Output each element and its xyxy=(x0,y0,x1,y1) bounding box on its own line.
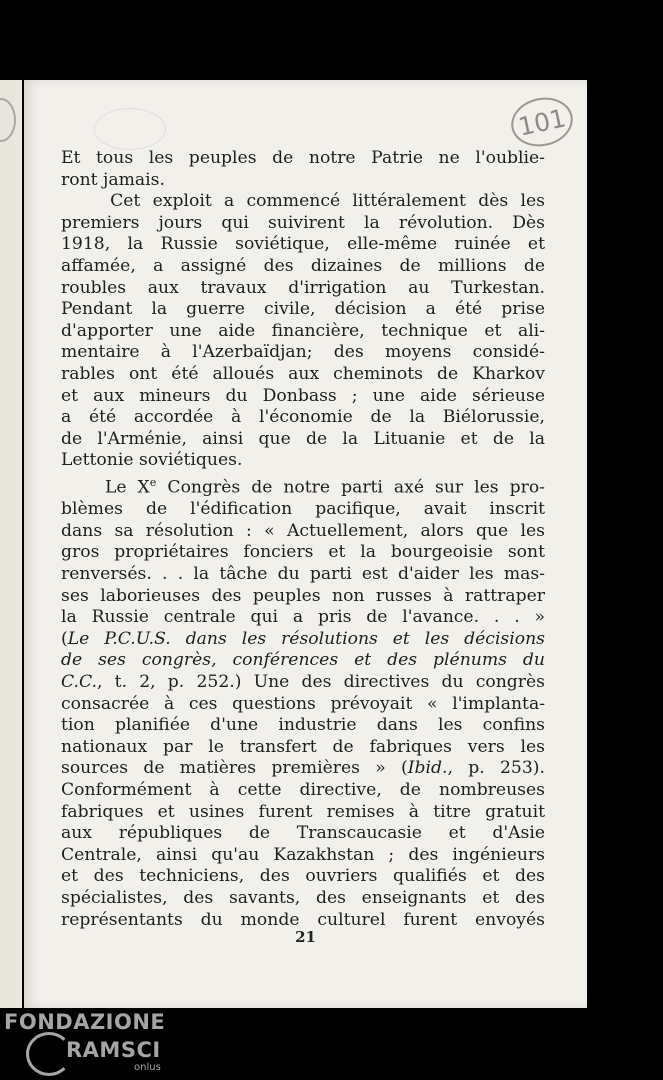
superscript: e xyxy=(149,475,157,489)
text-segment: Cet exploit a commencé littéralement dès les xyxy=(61,191,545,212)
text-line xyxy=(61,802,545,824)
text-segment: aux républiques de Transcaucasie et d'Asie xyxy=(61,823,545,844)
text-line xyxy=(61,256,545,278)
text-segment: Congrès de notre parti axé sur les pro- xyxy=(156,477,545,498)
text-segment: , t. 2, p. 252.) Une des directives du congrès xyxy=(97,671,545,692)
text-segment: consacrée à ces questions prévoyait « l'implanta- xyxy=(61,693,545,714)
text-line xyxy=(61,564,545,586)
text-line xyxy=(61,715,545,737)
faded-stamp-icon xyxy=(94,108,166,150)
text-segment: a été accordée à l'économie de la Biélorussie, xyxy=(61,407,545,428)
text-line xyxy=(61,521,545,543)
text-line xyxy=(61,866,545,888)
text-line xyxy=(61,364,545,386)
text-segment: dans sa résolution : « Actuellement, alors que les xyxy=(61,520,545,541)
text-line xyxy=(61,629,545,651)
text-line xyxy=(61,213,545,235)
text-segment: représentants du monde culturel furent envoyés xyxy=(61,909,545,930)
italic-text: Le P.C.U.S. dans les résolutions et les décisions xyxy=(67,628,545,649)
text-line xyxy=(61,429,545,451)
text-line xyxy=(61,234,545,256)
italic-text: Ibid. xyxy=(407,758,448,779)
text-line xyxy=(61,472,545,499)
text-segment: nationaux par le transfert de fabriques vers les xyxy=(61,736,545,757)
text-segment: d'apporter une aide financière, technique et ali- xyxy=(61,320,545,341)
text-segment: la Russie centrale qui a pris de l'avance. . . » xyxy=(61,607,545,628)
text-line xyxy=(61,321,545,343)
logo-line2: RAMSCI xyxy=(66,1038,161,1062)
text-segment: fabriques et usines furent remises à titre gratuit xyxy=(61,801,545,822)
text-segment: sources de matières premières » ( xyxy=(61,758,408,779)
text-segment: Centrale, ainsi qu'au Kazakhstan ; des ingénieurs xyxy=(61,844,545,865)
text-segment: premiers jours qui suivirent la révolution. Dès xyxy=(61,212,545,233)
text-segment: ( xyxy=(61,628,68,649)
text-segment: rables ont été alloués aux cheminots de Kharkov xyxy=(61,363,545,384)
body-text xyxy=(61,148,545,931)
text-segment: Conformément à cette directive, de nombreuses xyxy=(61,779,545,800)
text-segment: Lettonie soviétiques. xyxy=(61,450,243,471)
adjacent-page-edge xyxy=(0,80,22,1008)
italic-text: C.C. xyxy=(61,671,98,692)
text-line xyxy=(61,148,545,170)
text-segment: renversés. . . la tâche du parti est d'aider les mas- xyxy=(61,564,545,585)
adjacent-stamp-icon xyxy=(0,98,16,142)
text-segment: 1918, la Russie soviétique, elle-même ruinée et xyxy=(61,234,545,255)
text-segment: roubles aux travaux d'irrigation au Turkestan. xyxy=(61,277,545,298)
text-line xyxy=(61,342,545,364)
text-segment: spécialistes, des savants, des enseignants et des xyxy=(61,887,545,908)
page-number: 21 xyxy=(295,928,316,946)
text-line xyxy=(61,278,545,300)
text-line xyxy=(61,758,545,780)
text-segment: de l'Arménie, ainsi que de la Lituanie et de la xyxy=(61,428,545,449)
text-segment: blèmes de l'édification pacifique, avait inscrit xyxy=(61,499,545,520)
text-line xyxy=(61,672,545,694)
text-segment: mentaire à l'Azerbaïdjan; des moyens considé- xyxy=(61,342,545,363)
text-line xyxy=(61,694,545,716)
text-line xyxy=(61,845,545,867)
book-page xyxy=(24,80,587,1008)
text-segment: gros propriétaires fonciers et la bourgeoisie sont xyxy=(61,542,545,563)
text-segment: ses laborieuses des peuples non russes à rattraper xyxy=(61,585,545,606)
logo-line3: onlus xyxy=(134,1062,161,1073)
text-line xyxy=(61,407,545,429)
text-segment: Pendant la guerre civile, décision a été prise xyxy=(61,299,545,320)
text-line xyxy=(61,450,545,472)
logo-line1: FONDAZIONE xyxy=(4,1010,166,1034)
text-line xyxy=(61,386,545,408)
text-line xyxy=(61,542,545,564)
text-segment: , p. 253). xyxy=(447,758,545,779)
text-line xyxy=(61,607,545,629)
text-line xyxy=(61,499,545,521)
text-segment: affamée, a assigné des dizaines de millions de xyxy=(61,255,545,276)
text-line xyxy=(61,823,545,845)
italic-text: de ses congrès, conférences et des plénums du xyxy=(61,650,545,671)
text-line xyxy=(61,191,545,213)
text-segment: tion planifiée d'une industrie dans les confins xyxy=(61,715,545,736)
fondazione-gramsci-logo xyxy=(4,1010,165,1078)
text-segment: et des techniciens, des ouvriers qualifiés et des xyxy=(61,866,545,887)
text-segment: ront jamais. xyxy=(61,169,165,190)
text-line xyxy=(61,299,545,321)
archive-number-stamp: 101 xyxy=(507,92,578,152)
text-segment: Le X xyxy=(61,477,150,498)
text-line xyxy=(61,888,545,910)
text-line xyxy=(61,737,545,759)
text-line xyxy=(61,586,545,608)
text-segment: Et tous les peuples de notre Patrie ne l'oublie- xyxy=(61,148,545,168)
text-segment: et aux mineurs du Donbass ; une aide sérieuse xyxy=(61,385,545,406)
text-line xyxy=(61,780,545,802)
text-line xyxy=(61,650,545,672)
text-line xyxy=(61,170,545,192)
